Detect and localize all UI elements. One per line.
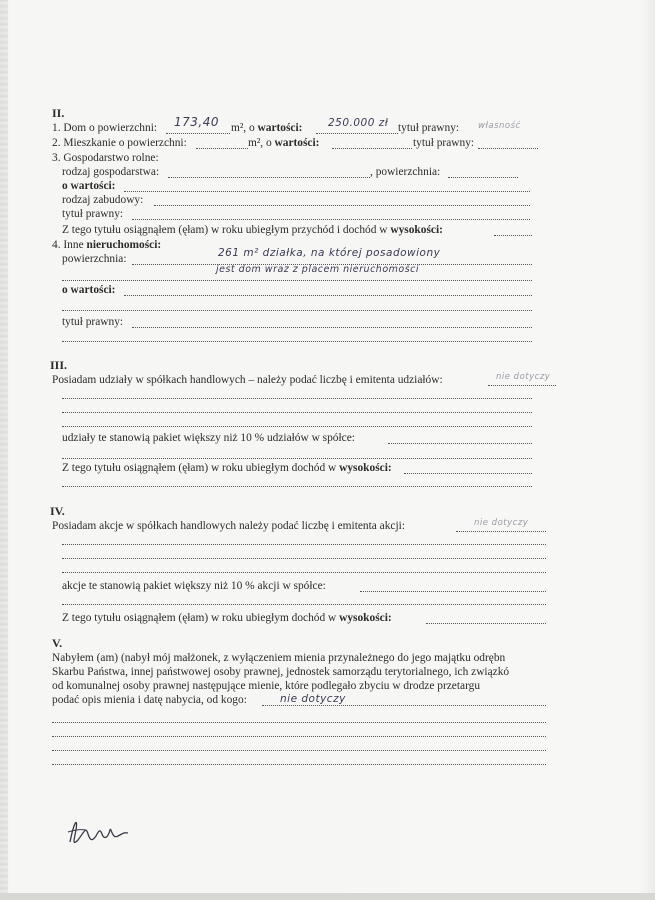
acquired-line4: podać opis mienia i datę nabycia, od kogo: — [52, 694, 247, 706]
farm-value-label: o wartości: — [62, 180, 116, 192]
shares-income-label: Z tego tytułu osiągnąłem (ęłam) w roku ubiegłym dochód w wysokości: — [62, 462, 392, 474]
other-area-label: powierzchnia: — [62, 253, 127, 265]
stocks-income-label: Z tego tytułu osiągnąłem (ęłam) w roku ubiegłym dochód w wysokości: — [62, 612, 392, 624]
house-title-value: własność — [478, 121, 521, 131]
other-title-label: tytuł prawny: — [62, 316, 124, 328]
acquired-line2: Skarbu Państwa, innej państwowej osoby prawnej, jednostek samorządu terytorialnego, ich związkó — [52, 666, 510, 678]
farm-title-label: tytuł prawny: — [62, 208, 124, 220]
house-value: 250.000 zł — [328, 117, 389, 129]
section-v-title: V. — [52, 636, 63, 650]
house-area-value: 173,40 — [174, 115, 219, 129]
flat-title-label: tytuł prawny: — [413, 137, 475, 149]
section-ii-title: II. — [52, 106, 65, 120]
farm-income-label: Z tego tytułu osiągnąłem (ęłam) w roku ubiegłym przychód i dochód w wysokości: — [62, 224, 443, 236]
stocks-label: Posiadam akcje w spółkach handlowych należy podać liczbę i emitenta akcji: — [52, 520, 405, 532]
scan-bottom-edge — [0, 893, 655, 900]
signature — [64, 812, 134, 857]
acquired-line3: od komunalnej osoby prawnej następujące mienie, które podlegało zbyciu w drodze przetargu — [52, 680, 481, 692]
farm-label: 3. Gospodarstwo rolne: — [52, 152, 159, 164]
other-value-label: o wartości: — [62, 284, 116, 296]
flat-area-label: 2. Mieszkanie o powierzchni: — [52, 137, 187, 149]
farm-build-label: rodzaj zabudowy: — [62, 194, 144, 206]
stocks-package-label: akcje te stanowią pakiet większy niż 10 % akcji w spółce: — [62, 580, 326, 592]
shares-package-label: udziały te stanowią pakiet większy niż 10 % udziałów w spółce: — [62, 432, 355, 444]
other-property-label: 4. Inne nieruchomości: — [52, 239, 162, 251]
shares-label: Posiadam udziały w spółkach handlowych – należy podać liczbę i emitenta udziałów: — [52, 374, 443, 386]
other-area-value-line2: jest dom wraz z placem nieruchomości — [216, 264, 420, 275]
house-value-label: m², o wartości: — [231, 122, 303, 134]
stocks-value: nie dotyczy — [474, 518, 529, 528]
section-iv-title: IV. — [50, 504, 65, 518]
house-area-label: 1. Dom o powierzchni: — [52, 122, 158, 134]
acquired-value: nie dotyczy — [280, 693, 346, 705]
farm-type-label: rodzaj gospodarstwa: — [62, 166, 160, 178]
farm-area-label: , powierzchnia: — [370, 166, 441, 178]
scan-edge — [0, 0, 8, 900]
other-area-value-line1: 261 m² działka, na której posadowiony — [218, 247, 441, 259]
shares-value: nie dotyczy — [496, 372, 551, 382]
house-title-label: tytuł prawny: — [398, 122, 460, 134]
section-iii-title: III. — [50, 358, 68, 372]
flat-value-label: m², o wartości: — [248, 137, 320, 149]
acquired-line1: Nabyłem (am) (nabył mój małżonek, z wyłączeniem mienia przynależnego do jego majątku odrębn — [52, 652, 506, 664]
